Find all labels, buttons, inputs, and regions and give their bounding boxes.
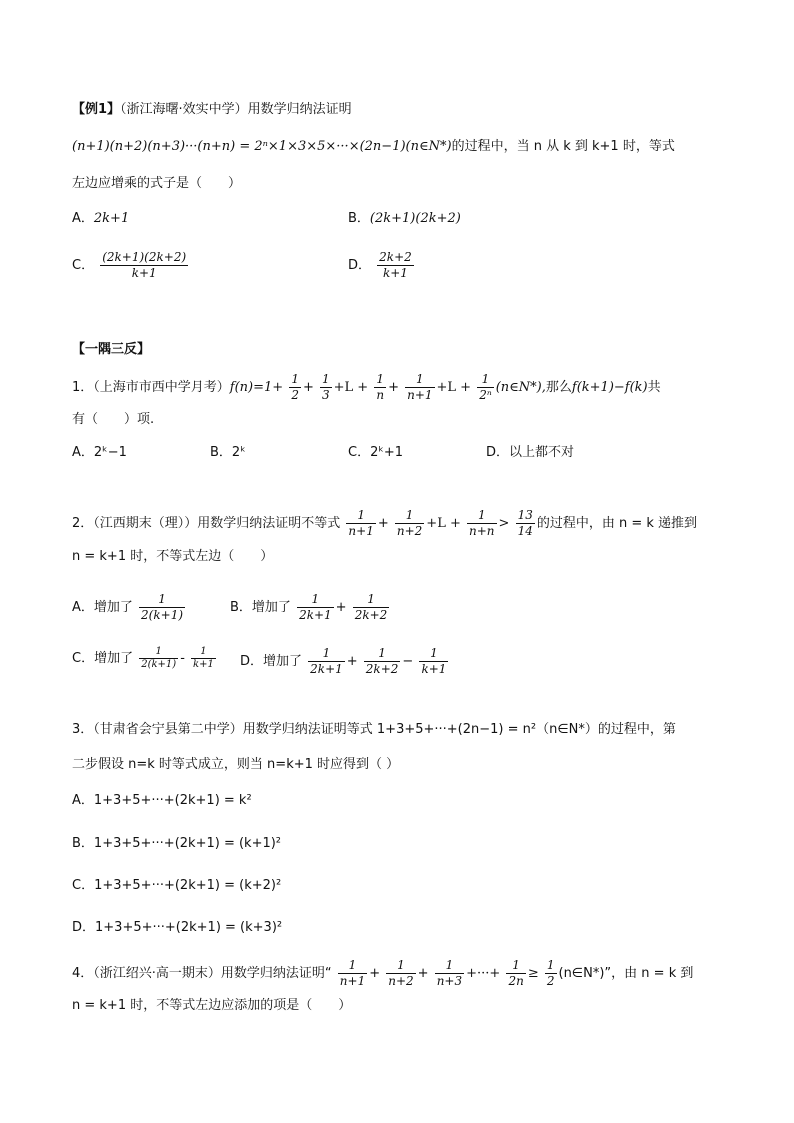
example-source: （浙江海曙·效实中学）用数学归纳法证明 (120, 102, 352, 117)
q2-option-b[interactable]: B．增加了 $\frac{1}{2k+1}$ + $\frac{1}{2k+2}$ (230, 592, 388, 622)
q3-question: 二步假设 n=k 时等式成立，则当 n=k+1 时应得到（ ） (72, 757, 400, 772)
fraction: $\frac{2k+2}{k+1}$ (379, 250, 412, 280)
fraction: $\frac{13}{14}$ (517, 508, 533, 538)
fraction: $\frac{1}{n+2}$ (388, 958, 414, 988)
q3-option-b[interactable]: B．1+3+5+···+(2k+1) = (k+1)² (72, 836, 282, 851)
q1-statement: 1．（上海市市西中学月考）f(n)=1+ $\frac{1}{2}$ + $\frac{1}{3}$ +L + $\frac{1}{n}$ + $\frac{1}{n+1}$ +L + $\frac{1}{\text{2ⁿ}}$ (n∈N*),那么f(k+1)−f(k)共 (72, 372, 661, 402)
example-tag: 【例1】 (72, 102, 121, 117)
q4-statement: 4．（浙江绍兴·高一期末）用数学归纳法证明“ $\frac{1}{n+1}$ + $\frac{1}{n+2}$ + $\frac{1}{n+3}$ +···+ $\frac{1}{2n}$ ≥ $\frac{1}{2}$ (n∈N*)”，由 n = k 到 (72, 958, 694, 988)
q2-option-d[interactable]: D．增加了 $\frac{1}{2k+1}$ + $\frac{1}{2k+2}$ − $\frac{1}{k+1}$ (240, 646, 447, 676)
q1-option-b[interactable]: B．2ᵏ (210, 445, 246, 460)
fraction: $\frac{1}{3}$ (321, 372, 330, 402)
fraction: $\frac{1}{n+2}$ (396, 508, 423, 538)
q3-option-a[interactable]: A．1+3+5+···+(2k+1) = k² (72, 793, 252, 808)
fraction: $\frac{1}{2n}$ (508, 958, 524, 988)
example-option-d[interactable]: D． $\frac{2k+2}{k+1}$ (348, 250, 412, 280)
q4-question: n = k+1 时，不等式左边应添加的项是（ ） (72, 998, 352, 1013)
fraction: $\frac{1}{2k+1}$ (299, 592, 332, 622)
example-question: 左边应增乘的式子是（ ） (72, 176, 242, 191)
q2-question: n = k+1 时，不等式左边（ ） (72, 549, 274, 564)
q2-option-a[interactable]: A．增加了 $\frac{1}{2(k+1)}$ (72, 592, 184, 622)
fraction: $\frac{1}{2}$ (291, 372, 299, 402)
q3-option-c[interactable]: C．1+3+5+···+(2k+1) = (k+2)² (72, 878, 282, 893)
fraction: $\frac{(2k+1)(2k+2)}{k+1}$ (102, 250, 187, 280)
fraction: $\frac{1}{2(k+1)}$ (141, 646, 177, 670)
example-tail: 的过程中，当 n 从 k 到 k+1 时，等式 (451, 139, 675, 154)
fraction: $\frac{1}{n+3}$ (436, 958, 463, 988)
fraction: $\frac{1}{\text{2ⁿ}}$ (479, 372, 492, 402)
fraction: $\frac{1}{2(k+1)}$ (141, 592, 184, 622)
fraction: $\frac{1}{n+1}$ (339, 958, 366, 988)
example-heading (72, 100, 352, 120)
example-option-c[interactable]: C． $\frac{(2k+1)(2k+2)}{k+1}$ (72, 250, 187, 280)
example-formula: (n+1)(n+2)(n+3)···(n+n) = 2ⁿ×1×3×5×···×(2n−1)(n∈N*) (72, 139, 452, 154)
q1-question: 有（ ）项. (72, 412, 155, 427)
fraction: $\frac{1}{k+1}$ (193, 646, 214, 670)
q1-option-c[interactable]: C．2ᵏ+1 (348, 445, 404, 460)
example-statement (72, 137, 675, 157)
example-option-b[interactable]: B．(2k+1)(2k+2) (348, 211, 461, 226)
fraction: $\frac{1}{k+1}$ (421, 646, 447, 676)
fraction: $\frac{1}{2}$ (546, 958, 555, 988)
section-heading: 【一隅三反】 (72, 342, 151, 357)
q1-option-a[interactable]: A．2ᵏ−1 (72, 445, 127, 460)
fraction: $\frac{1}{n+1}$ (348, 508, 374, 538)
q3-statement: 3．（甘肃省会宁县第二中学）用数学归纳法证明等式 1+3+5+···+(2n−1) = n²（n∈N*）的过程中，第 (72, 722, 676, 737)
q1-option-d[interactable]: D．以上都不对 (486, 445, 575, 460)
q3-option-d[interactable]: D．1+3+5+···+(2k+1) = (k+3)² (72, 920, 283, 935)
fraction: $\frac{1}{n+1}$ (407, 372, 433, 402)
fraction: $\frac{1}{n+n}$ (469, 508, 495, 538)
fraction: $\frac{1}{n}$ (376, 372, 385, 402)
fraction: $\frac{1}{2k+2}$ (365, 646, 399, 676)
example-option-a[interactable]: A．2k+1 (72, 211, 130, 226)
q2-statement: 2．（江西期末（理））用数学归纳法证明不等式 $\frac{1}{n+1}$ + $\frac{1}{n+2}$ +L + $\frac{1}{n+n}$ > $\frac{13}{14}$ 的过程中，由 n = k 递推到 (72, 508, 698, 538)
q2-option-c[interactable]: C．增加了 $\frac{1}{2(k+1)}$ - $\frac{1}{k+1}$ (72, 646, 214, 670)
fraction: $\frac{1}{2k+2}$ (354, 592, 388, 622)
fraction: $\frac{1}{2k+1}$ (310, 646, 343, 676)
